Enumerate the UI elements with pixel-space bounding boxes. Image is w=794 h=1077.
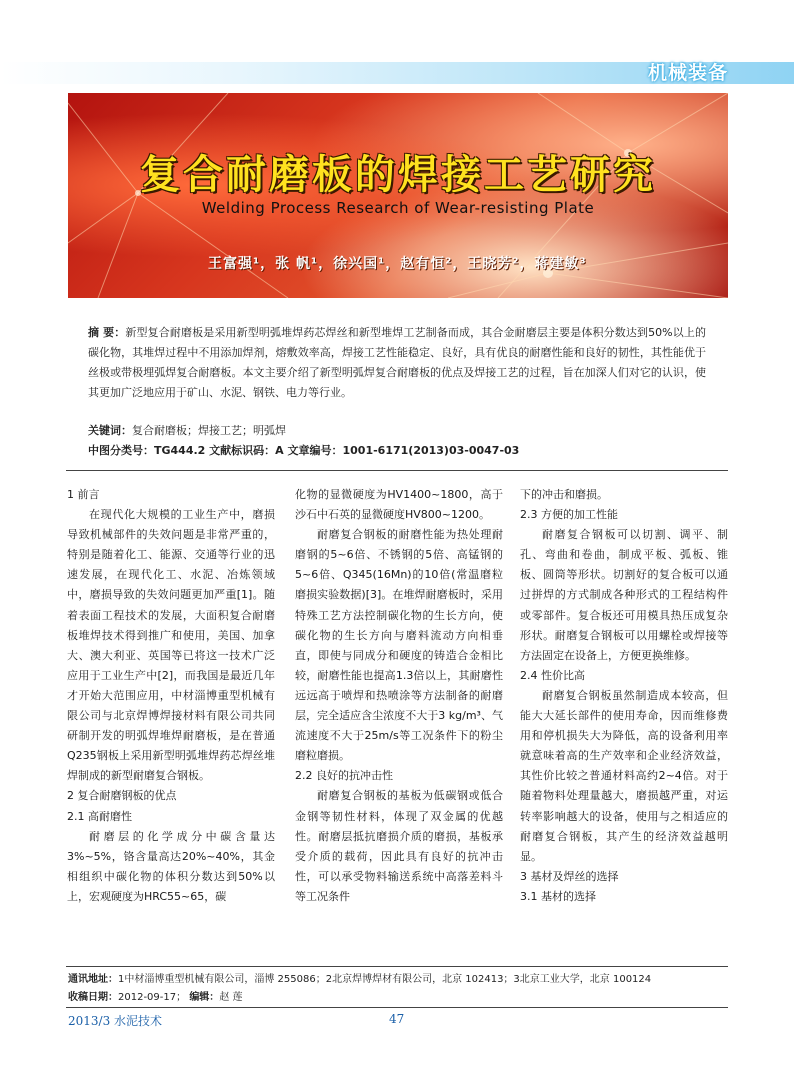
abstract-label: 摘 要： [88,326,126,339]
paragraph-high-wear: 耐磨层的化学成分中碳含量达3%~5%，铬含量高达20%~40%，其金相组织中碳化物的体积分数达到50%以上，宏观硬度为HRC55~65，碳 [67,829,275,903]
divider-footnote [66,966,728,967]
received-date: 2012-09-17； [118,992,187,1003]
column-3 [520,485,728,907]
page-number: 47 [389,1012,405,1026]
journal-issue: 2013/3 水泥技术 [68,1014,163,1028]
heading-material-selection: 3 基材及焊丝的选择 [520,869,619,883]
editor-label: 编辑： [189,992,220,1003]
heading-advantages: 2 复合耐磨钢板的优点 [67,789,177,803]
article-title: 复合耐磨板的焊接工艺研究 [140,151,656,198]
divider-top [66,470,728,471]
column-1 [67,485,275,907]
divider-footer [66,1007,728,1008]
heading-impact: 2.2 良好的抗冲击性 [295,769,393,783]
address-label: 通讯地址： [68,974,118,985]
received-label: 收稿日期： [68,992,118,1003]
footnote [68,971,728,1007]
heading-processing: 2.3 方便的加工性能 [520,508,618,522]
paragraph-introduction: 在现代化大规模的工业生产中，磨损导致机械部件的失效问题是非常严重的，特别是随着化工、能源、交通等行业的迅速发展，在现代化工、水泥、冶炼领域中，磨损导致的失效问题更加严重[1]。随着表面工程技术的发展，大面积复合耐磨板堆焊技术得到推广和使用，美国、加拿大、澳大利亚、英国等已将这一技术广泛应用于工业生产中[2]，而我国是最近几年才开始大范围应用，中材淄博重型机械有限公司与北京焊博焊接材料有限公司共同研制开发的明弧焊堆焊耐磨板，是在普通Q235钢板上采用新型明弧堆焊药芯焊丝堆焊制成的新型耐磨复合钢板。 [67,508,275,783]
address-text: 1中材淄博重型机械有限公司，淄博 255086；2北京焊博焊材有限公司，北京 102413；3北京工业大学，北京 100124 [118,974,652,985]
paragraph-impact: 耐磨复合钢板的基板为低碳钢或低合金钢等韧性材料，体现了双金属的优越性。耐磨层抵抗磨损介质的磨损，基板承受介质的载荷，因此具有良好的抗冲击性，可以承受物料输送系统中高落差料斗等工况条件 [295,789,503,903]
paragraph-processing: 耐磨复合钢板可以切割、调平、制孔、弯曲和卷曲，制成平板、弧板、锥板、圆筒等形状。切割好的复合板可以通过拼焊的方式制成各种形式的工程结构件或零部件。复合板还可用模具热压成复杂形状。耐磨复合钢板可以用螺栓或焊接等方法固定在设备上，方便更换维修。 [520,528,728,662]
keywords [88,421,706,441]
author-list: 王富强¹，张 帆¹，徐兴国¹，赵有恒²，王晓芳²，蒋建敏³ [208,256,587,272]
paragraph-impact-cont: 下的冲击和磨损。 [520,488,608,501]
abstract-text: 新型复合耐磨板是采用新型明弧堆焊药芯焊丝和新型堆焊工艺制备而成，其合金耐磨层主要是体积分数达到50%以上的碳化物，其堆焊过程中不用添加焊剂，熔敷效率高，焊接工艺性能稳定、良好，具有优良的耐磨性能和良好的韧性，其性能优于丝极或带极埋弧焊复合耐磨板。本文主要介绍了新型明弧焊复合耐磨板的优点及焊接工艺的过程，旨在加深人们对它的认识，使其更加广泛地应用于矿山、水泥、钢铁、电力等行业。 [88,326,706,399]
heading-high-wear: 2.1 高耐磨性 [67,809,132,823]
abstract [88,323,706,403]
heading-introduction: 1 前言 [67,488,100,501]
keywords-text: 复合耐磨板；焊接工艺；明弧焊 [132,424,286,437]
heading-base-material: 3.1 基材的选择 [520,889,596,903]
editor-name: 赵 莲 [219,992,243,1003]
title-banner [68,93,728,298]
footnote-address [68,971,728,989]
heading-cost-performance: 2.4 性价比高 [520,668,585,682]
section-name: 机械装备 [647,62,728,84]
paragraph-hardness: 化物的显微硬度为HV1400~1800，高于沙石中石英的显微硬度HV800~1200。 [295,488,503,522]
classification-info: 中图分类号：TG444.2 文献标识码：A 文章编号：1001-6171(2013)03-0047-03 [88,444,520,457]
article-title-english: Welding Process Research of Wear-resisting Plate [201,199,595,217]
paragraph-cost-performance: 耐磨复合钢板虽然制造成本较高，但能大大延长部件的使用寿命，因而维修费用和停机损失大为降低，高的设备利用率就意味着高的生产效率和企业经济效益，其性价比较之普通材料高约2~4倍。对于随着物料处理量越大，磨损越严重，对运转率影响越大的设备，使用与之相适应的耐磨复合钢板，其产生的经济效益越明显。 [520,688,728,863]
paragraph-wear-performance: 耐磨复合钢板的耐磨性能为热处理耐磨钢的5~6倍、不锈钢的5倍、高锰钢的5~6倍、Q345(16Mn)的10倍(常温磨粒磨损实验数据)[3]。在堆焊耐磨板时，采用特殊工艺方法控制碳化物的生长方向，使碳化物的生长方向与磨料流动方向相垂直，即使与同成分和硬度的铸造合金相比较，耐磨性能也提高1.3倍以上，其耐磨性远远高于喷焊和热喷涂等方法制备的耐磨层，完全适应含尘浓度不大于3 kg/m³、气流速度不大于25m/s等工况条件下的粉尘磨粒磨损。 [295,528,503,763]
footnote-dates [68,989,728,1007]
keywords-label: 关键词： [88,424,132,437]
column-2 [295,485,503,907]
